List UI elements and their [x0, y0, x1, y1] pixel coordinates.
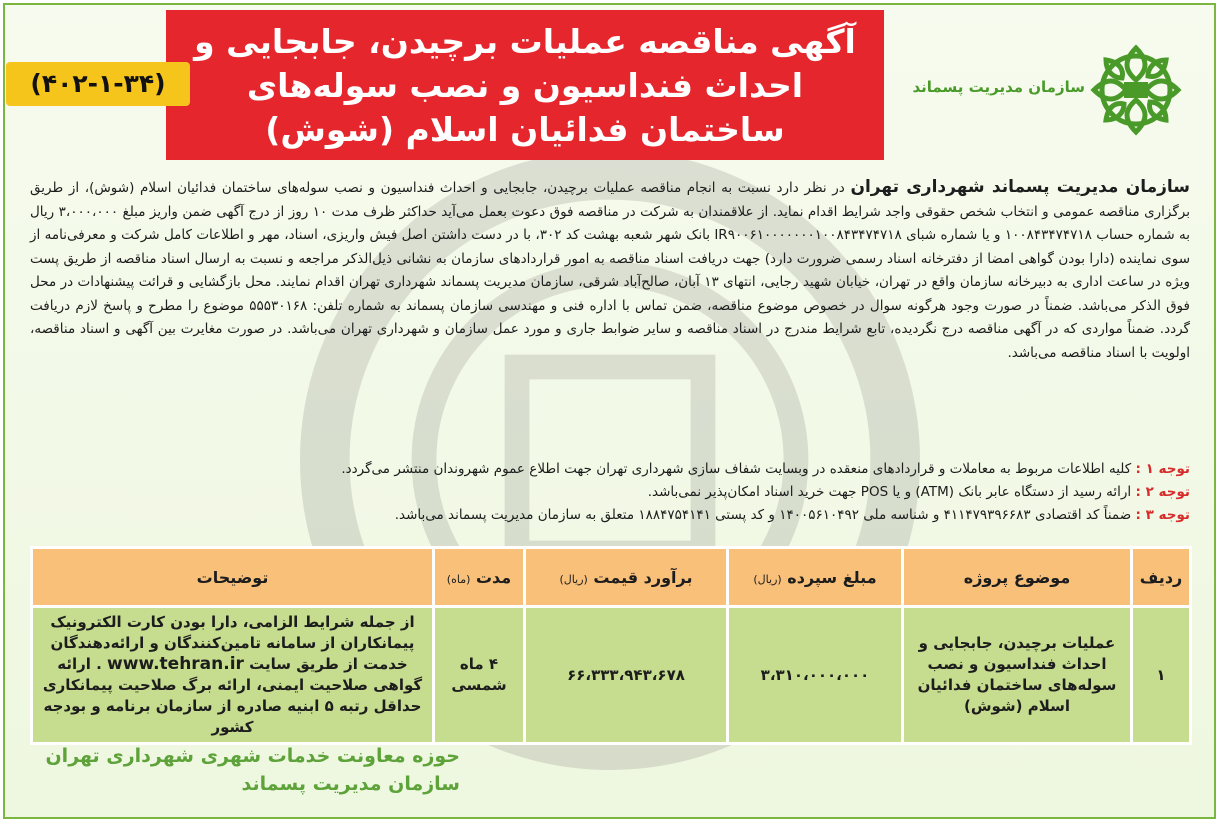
header-deposit-unit: (ریال)	[753, 572, 782, 586]
header-estimate	[525, 548, 728, 607]
note-label: توجه ۲ :	[1135, 484, 1190, 500]
header-duration-unit: (ماه)	[446, 572, 471, 586]
note-text: کلیه اطلاعات مربوط به معاملات و قراردادهای منعقده در وبسایت شفاف سازی شهرداری تهران جهت اطلاع عموم شهروندان منتشر می‌گردد.	[341, 461, 1132, 477]
note-label: توجه ۱ :	[1135, 461, 1190, 477]
note-text: ارائه رسید از دستگاه عابر بانک (ATM) و یا POS جهت خرید اسناد امکان‌پذیر نمی‌باشد.	[647, 484, 1132, 500]
tender-body-text: در نظر دارد نسبت به انجام مناقصه عملیات برچیدن، جابجایی و احداث فنداسیون و نصب سوله‌های ساختمان فدائیان اسلام (شوش)، از طریق برگزاری مناقصه عمومی و انتخاب شخص حقوقی واجد شرایط اقدام نماید. از علاقمندان به شرکت در مناقصه فوق دعوت بعمل می‌آید حداکثر ظرف مدت ۱۰ روز از درج آگهی ضمن واریز مبلغ ۳،۰۰۰،۰۰۰ ریال به شماره حساب ۱۰۰۸۴۳۴۷۴۷۱۸ و یا شماره شبای IR۹۰۰۶۱۰۰۰۰۰۰۰۱۰۰۸۴۳۴۷۴۷۱۸ بانک شهر شعبه بهشت کد ۳۰۲، با در دست داشتن اصل فیش واریزی، اسناد، مهر و اطلاعات کامل شرکت و معرفی‌نامه از سوی نماینده (دارا بودن گواهی امضا از دفترخانه اسناد رسمی ضرورت دارد) جهت دریافت اسناد مناقصه به امور قراردادهای سازمان به نشانی ذیل‌الذکر مراجعه و نسبت به ارسال اسناد مناقصه از طریق پست ویژه در ساعت اداری به دبیرخانه سازمان واقع در تهران، خیابان شهید رجایی، انتهای ۱۳ آبان، صالح‌آباد شرقی، سازمان مدیریت پسماند شهرداری تهران اقدام نمایند. محل بازگشایی و قرائت پیشنهادات در محل فوق الذکر می‌باشد. ضمناً در صورت وجود هرگونه سوال در خصوص موضوع مناقصه، ضمن تماس با اداره فنی و مهندسی سازمان پسماند به شماره تلفن: ۵۵۵۳۰۱۶۸ موضوع را مطرح و پاسخ لازم دریافت گردد. ضمناً مواردی که در آگهی مناقصه درج نگردیده، تابع شرایط مندرج در اسناد مناقصه و سایر ضوابط جاری و مورد عمل سازمان و شهرداری تهران می‌باشد. در صورت مغایرت بین آگهی و اسناد مناقصه، اولویت با اسناد مناقصه می‌باشد.	[30, 180, 1191, 361]
cell-estimate: ۶۶،۳۳۳،۹۴۳،۶۷۸	[525, 607, 728, 744]
title-line-2: احداث فنداسیون و نصب سوله‌های	[246, 66, 804, 105]
reference-number-badge: (۴۰۲-۱-۳۴)	[6, 62, 190, 106]
table-header-row	[32, 548, 1191, 607]
header-subject: موضوع پروژه	[903, 548, 1132, 607]
tender-body	[30, 176, 1190, 365]
cell-row-number: ۱	[1132, 607, 1191, 744]
cell-duration: ۴ ماه شمسی	[434, 607, 525, 744]
notes-section	[30, 458, 1190, 527]
header-estimate-unit: (ریال)	[559, 572, 588, 586]
description-part-2: . ارائه گواهی صلاحیت ایمنی، ارائه برگ صلاحیت پیمانکاری حداقل رتبه ۵ ابنیه صادره از سازمان برنامه و بودجه کشور	[42, 655, 423, 736]
tender-table	[30, 546, 1192, 745]
cell-subject: عملیات برچیدن، جابجایی و احداث فنداسیون و نصب سوله‌های ساختمان فدائیان اسلام (شوش)	[903, 607, 1132, 744]
note-2	[30, 481, 1190, 504]
organization-logo-icon	[1086, 40, 1186, 140]
header-deposit	[728, 548, 903, 607]
logo-caption: سازمان مدیریت پسماند	[912, 78, 1085, 96]
title-line-1: آگهی مناقصه عملیات برچیدن، جابجایی و	[194, 22, 856, 61]
header-row-number: ردیف	[1132, 548, 1191, 607]
note-label: توجه ۳ :	[1135, 507, 1190, 523]
header-deposit-label: مبلغ سپرده	[787, 567, 877, 587]
footer-line-2: سازمان مدیریت پسماند	[241, 773, 460, 795]
header-duration	[434, 548, 525, 607]
note-1	[30, 458, 1190, 481]
footer-signature	[40, 742, 460, 798]
footer-line-1: حوزه معاونت خدمات شهری شهرداری تهران	[45, 745, 460, 767]
organization-name: سازمان مدیریت پسماند شهرداری تهران	[850, 177, 1191, 197]
website-link[interactable]: www.tehran.ir	[107, 654, 244, 674]
cell-deposit: ۳،۳۱۰،۰۰۰،۰۰۰	[728, 607, 903, 744]
header-duration-label: مدت	[475, 567, 512, 587]
table-row	[32, 607, 1191, 744]
note-text: ضمناً کد اقتصادی ۴۱۱۴۷۹۳۹۶۶۸۳ و شناسه ملی ۱۴۰۰۵۶۱۰۴۹۲ و کد پستی ۱۸۸۴۷۵۴۱۴۱ متعلق به سازمان مدیریت پسماند می‌باشد.	[394, 507, 1132, 523]
title-banner	[166, 10, 884, 160]
header-estimate-label: برآورد قیمت	[593, 567, 693, 587]
header-description: توضیحات	[32, 548, 434, 607]
description-part-1: از جمله شرایط الزامی، دارا بودن کارت الکترونیک پیمانکاران از سامانه تامین‌کنندگان و ارائه‌دهندگان خدمت از طریق سایت	[50, 613, 415, 673]
cell-description	[32, 607, 434, 744]
note-3	[30, 504, 1190, 527]
title-line-3: ساختمان فدائیان اسلام (شوش)	[265, 110, 785, 149]
